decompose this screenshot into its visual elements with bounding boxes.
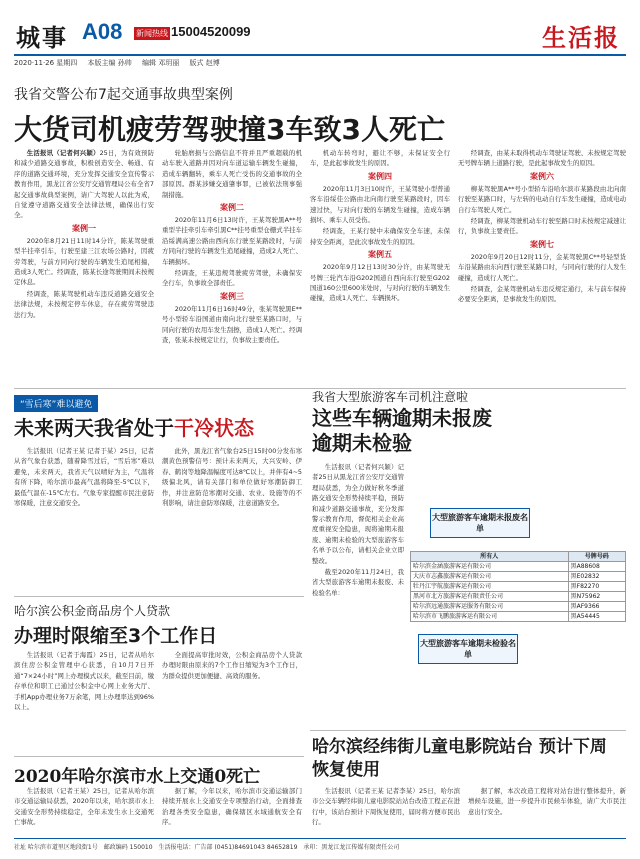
- story1-kicker: 我省交警公布7起交通事故典型案例: [14, 87, 233, 103]
- hotline-number: 15004520099: [171, 24, 251, 39]
- section-name: 城事: [16, 23, 68, 52]
- story1-case6-text: 柳某驾驶黑A**号小型轿车沿哈尔滨市某路段由北向南行驶至某路口时，与左转的电动自行车发生碰撞，造成电动自行车驾驶人死亡。: [458, 184, 626, 214]
- story1-col1-lead: 25日，为有效预防和减少道路交通事故，积极创造安全、畅通、有序的道路交通环境，充分发挥交通安全宣传警示教育作用，黑龙江省公安厅交通管理局公布全省7起交通事故典型案例，请广大驾驶人以此为戒，自觉遵守道路交通安全法律法规，确保出行安全。: [14, 149, 154, 220]
- table-cell-owner: 大庆市志鑫旅游客运有限公司: [411, 572, 569, 582]
- story3-column: [312, 462, 404, 727]
- story3-headline[interactable]: 这些车辆逾期未报废 逾期未检验: [312, 406, 492, 455]
- story2-headline[interactable]: [14, 412, 254, 441]
- story1-col2-text: 轮胎磨损与公路信息不符并且严重超载的机动车驶入道路并因对向车道运输车辆发生碰撞，造成车辆翻转，乘车人死亡受伤的交通事故的全部原因。群某涉嫌交通肇事罪，已被依法刑事强制措施。: [162, 149, 302, 199]
- table-row: [411, 602, 626, 612]
- story4-col1-text: 生活报讯（记者于海霞）25日，记者从哈尔滨住房公积金管理中心获悉，自10月7日开通“7×24小时”网上办理模式以来，截至目前，缴存单位和职工已通过公积金中心网上业务大厅、手机App办理业务7万余笔，网上办理率达到96%以上。: [14, 651, 154, 712]
- story4-headline[interactable]: 办理时限缩至3个工作日: [14, 625, 218, 647]
- story1-case7-result: 经调查，金某驾驶机动车违反规定通行，未与前车保持必要安全距离，是事故发生的原因。: [458, 285, 626, 304]
- hotline-tag: 新闻热线: [136, 29, 168, 38]
- dateline: [14, 58, 228, 68]
- overdue-inspection-badge: 大型旅游客车逾期未检验名单: [418, 634, 518, 664]
- masthead-divider: [14, 54, 626, 56]
- story1-column-4: [458, 148, 626, 384]
- story5-col1-text: 生活报讯（记者王某 记者李某）25日，哈尔滨市公交车辆经纬街儿童电影院站站台改造工程正在进行中，该站台预计下周恢复使用，届时将方便市民出行。: [312, 787, 460, 827]
- story6-column-1: [14, 786, 154, 836]
- table-cell-owner: 哈尔滨市飞鹏旅游客运有限公司: [411, 612, 569, 622]
- story1-headline[interactable]: 大货司机疲劳驾驶撞3车致3人死亡: [14, 113, 445, 146]
- table-row: [411, 572, 626, 582]
- story1-case3-text: 2020年11月6日16时49分，张某驾驶黑E**号小型轿车沿国道由南向北行驶至某路口时，与同向行驶的农用车发生刮擦，造成1人死亡。经调查，张某未按规定让行，负事故主要责任。: [162, 304, 302, 345]
- story1-column-1: [14, 148, 154, 384]
- table-cell-plate: 黑E02832: [568, 572, 625, 582]
- story5-column-2: [468, 786, 626, 836]
- table-cell-plate: 黑F82270: [568, 582, 625, 592]
- story6-col1-text: 生活报讯（记者王某）25日，记者从哈尔滨市交通运输局获悉，2020年以来，哈尔滨市水上交通安全形势持续稳定，全年未发生水上交通死亡事故。: [14, 787, 154, 827]
- story3-kicker: 我省大型旅游客车司机注意啦: [312, 390, 469, 404]
- story1-case7-text: 2020年9月20日12时11分，金某驾驶黑C**号轻型货车沿某路由东向西行驶至某路口时，与同向行驶的行人发生碰撞，造成行人死亡。: [458, 252, 626, 282]
- case-heading-4: 案例四: [368, 171, 392, 181]
- story1-lead-source: 生活报讯（记者何兴颖）: [26, 149, 100, 157]
- story1-case4-result: 经调查，王某行驶中未确保安全车速，未保持安全距离，是此次事故发生的原因。: [310, 227, 450, 246]
- chief-editor: 本版主编 孙帅: [87, 59, 132, 67]
- section-divider: [310, 730, 626, 731]
- table-row: [411, 562, 626, 572]
- story2-headline-highlight: 干冷状态: [174, 416, 254, 440]
- story4-column-1: [14, 650, 154, 750]
- table-header-plate: 号牌号码: [568, 552, 625, 562]
- story1-col4-text: 经调查，由某未取得机动车驾驶证驾驶、未按规定驾驶无号牌车辆上道路行驶，是此起事故发生的原因。: [458, 149, 626, 168]
- story2-col1-text: 生活报讯（记者王某 记者于某）25日，记者从省气象台获悉，随着降雪过后，“雪后寒”难以避免，未来两天，我省天气以晴好为主，气温将有所下降，哈尔滨市最高气温将降至-5℃以下，最低气温在-15℃左右。气象专家提醒市民注意防寒保暖，注意交通安全。: [14, 447, 154, 508]
- table-cell-plate: 黑A88608: [568, 562, 625, 572]
- story4-kicker: 哈尔滨公积金商品房个人贷款: [14, 604, 171, 618]
- brand-logo: 生活报: [542, 23, 620, 52]
- story1-column-2: [162, 148, 302, 384]
- story5-col2-text: 据了解，本次改造工程将对站台进行整体提升，新增候车设施，进一步提升市民候车体验，请广大市民注意出行安全。: [468, 787, 626, 816]
- section-divider: [14, 596, 304, 597]
- story6-column-2: [162, 786, 302, 836]
- story2-column-2: [162, 446, 302, 586]
- table-cell-plate: 黑A54445: [568, 612, 625, 622]
- story1-case4-text: 2020年11月3日10时许，王某驾驶小型普通客车沿绥佳公路由北向南行驶至某路段时，因车速过快，与对向行驶的车辆发生碰撞，造成车辆损坏、乘车人员受伤。: [310, 184, 450, 225]
- case-heading-2: 案例二: [220, 203, 244, 213]
- table-cell-plate: 黑N75962: [568, 592, 625, 602]
- table-header-owner: 所有人: [411, 552, 569, 562]
- story1-column-3: [310, 148, 450, 384]
- page-number: A08: [82, 19, 123, 44]
- copy-editor: 编辑 邓玥丽: [142, 59, 180, 67]
- table-row: [411, 582, 626, 592]
- story2-column-1: [14, 446, 154, 586]
- story4-column-2: [162, 650, 302, 750]
- case-heading-6: 案例六: [530, 171, 554, 181]
- story3-col-text-b: 截至2020年11月24日，我省大型旅游客车逾期未报废、未检验名单：: [312, 568, 404, 597]
- overdue-vehicle-table: [410, 551, 626, 622]
- story1-case1-text: 2020年8月21日11时14分许，陈某驾驶重型半挂牵引车，行驶至建三江农场公路时，因疲劳驾驶，与前方同向行驶的车辆发生追尾相撞，造成3人死亡。经调查，陈某长途驾驶期间未按规定休息。: [14, 236, 154, 287]
- table-cell-owner: 牡丹江宇航旅游客运有限公司: [411, 582, 569, 592]
- story6-col2-text: 据了解，今年以来，哈尔滨市交通运输部门持续开展水上交通安全专项整治行动，全面排查治理各类安全隐患，确保辖区水域通航安全有序。: [162, 787, 302, 827]
- table-header-row: [411, 552, 626, 562]
- story5-column-1: [312, 786, 460, 836]
- story1-case2-result: 经调查，王某违规驾驶疲劳驾驶，未确保安全行车，负事故全部责任。: [162, 269, 302, 288]
- story1-case2-text: 2020年11月6日13时许，王某驾驶黑A**号重型半挂牵引车牵引黑C**挂号重型仓栅式半挂车沿绥满高速公路由西向东行驶至某路段时，与前方同向行驶的车辆发生追尾碰撞，造成2人死亡、车辆损坏。: [162, 216, 302, 266]
- story3-col-text: 生活报讯（记者何兴颖）记者25日从黑龙江省公安厅交通管理局获悉，为全力做好秋冬季道路交通安全形势持续平稳，预防和减少道路交通事故，充分发挥警示教育作用，督促相关企业高度重视安全隐患，现将逾期未报废、逾期未检验的大型旅游客车名单予以公布，请相关企业立即整改。: [312, 463, 404, 565]
- case-heading-5: 案例五: [368, 250, 392, 260]
- story4-col2-text: 全面提高审批时效，公积金商品房个人贷款办理时限由原来的7个工作日缩短为3个工作日，为群众提供更加便捷、高效的服务。: [162, 651, 302, 680]
- overdue-scrap-badge: 大型旅游客车逾期未报废名单: [430, 508, 530, 538]
- issue-date: 2020·11·26 星期四: [14, 59, 78, 67]
- table-cell-owner: 哈尔滨远通旅游客运服务有限公司: [411, 602, 569, 612]
- story6-headline[interactable]: 2020年哈尔滨市水上交通0死亡: [14, 767, 261, 787]
- story5-headline[interactable]: 哈尔滨经纬街儿童电影院站台 预计下周恢复使用: [312, 737, 607, 780]
- story2-col2-text: 此外，黑龙江省气象台25日15时00分发布寒潮黄色预警信号：预计未来两天，大兴安岭、伊春、鹤岗等地降温幅度可达8℃以上，并伴有4~5级偏北风，请有关部门和单位做好寒潮防御工作，并注意防范寒潮对交通、农业、设施等的不利影响，请注意防寒保暖，注意道路安全。: [162, 447, 302, 508]
- section-divider: [14, 756, 304, 757]
- page-footer: 社址 哈尔滨市道里区地段街1号 邮政编码 150010 生活报电话：广告部 (0451)84691043 84652819 承印：黑龙江龙江传媒有限责任公司: [14, 838, 626, 851]
- masthead: [14, 14, 626, 54]
- case-heading-3: 案例三: [220, 291, 244, 301]
- story1-case6-result: 经调查，柳某驾驶机动车行驶至路口时未按规定减速让行，负事故主要责任。: [458, 217, 626, 236]
- story1-col3-text: 机动车转弯时，避让不够，未保证安全行车，是此起事故发生的原因。: [310, 149, 450, 168]
- table-cell-owner: 哈尔滨金涵旅游客运有限公司: [411, 562, 569, 572]
- table-cell-plate: 黑AF9366: [568, 602, 625, 612]
- case-heading-1: 案例一: [72, 223, 96, 233]
- story2-tag: “雪后寒”难以避免: [14, 395, 98, 412]
- table-row: [411, 592, 626, 602]
- story1-case5-text: 2020年9月12日13时30分许，由某驾驶无号牌三轮汽车沿G202国道自西向东行驶至G202国道160公里600米处时，与对向行驶的车辆发生碰撞，造成1人死亡、车辆损坏。: [310, 263, 450, 303]
- story2-headline-main: 未来两天我省处于: [14, 416, 174, 440]
- table-row: [411, 612, 626, 622]
- case-heading-7: 案例七: [530, 239, 554, 249]
- table-cell-owner: 黑河市北方旅游客运有限责任公司: [411, 592, 569, 602]
- story1-case1-result: 经调查，陈某驾驶机动车违反道路交通安全法律法规，未按规定停车休息，存在疲劳驾驶违法行为。: [14, 289, 154, 319]
- layout-editor: 版式 赵博: [189, 59, 220, 67]
